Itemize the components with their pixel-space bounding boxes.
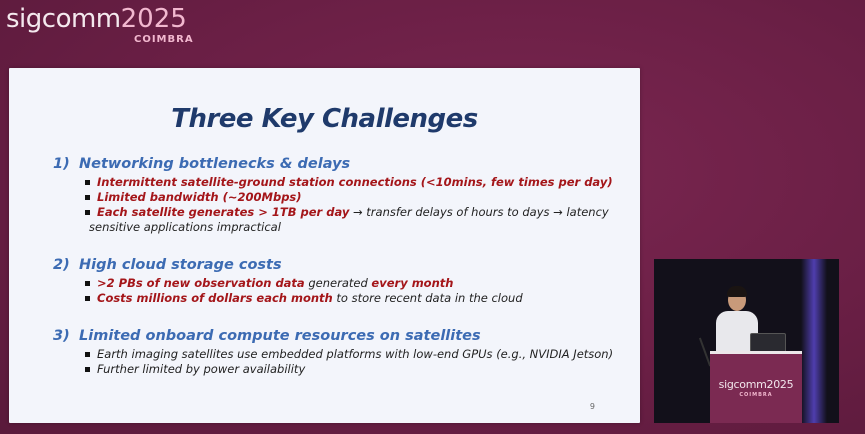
speaker-hair xyxy=(727,286,747,297)
section-heading xyxy=(53,156,613,172)
slide-page-number: 9 xyxy=(589,402,595,411)
bullet-square-icon xyxy=(85,296,90,301)
list-item: Further limited by power availability xyxy=(85,362,613,377)
bullet-list xyxy=(85,347,613,377)
section-heading xyxy=(53,328,613,344)
list-item: Each satellite generates > 1TB per day → transfer delays of hours to days → latency xyxy=(85,205,613,220)
section-number: 1) xyxy=(53,156,70,172)
logo-year: 2025 xyxy=(120,4,187,34)
bullet-square-icon xyxy=(85,195,90,200)
logo-text: sigcomm xyxy=(6,4,121,34)
section-title: Limited onboard compute resources on satellites xyxy=(79,328,481,344)
slide-title: Three Key Challenges xyxy=(171,104,478,134)
bullet-square-icon xyxy=(85,352,90,357)
bullet-continuation: sensitive applications impractical xyxy=(89,220,281,234)
podium-logo: sigcomm2025 xyxy=(718,378,794,391)
podium-city: COIMBRA xyxy=(739,392,773,398)
bullet-square-icon xyxy=(85,367,90,372)
list-item: >2 PBs of new observation data generated every month xyxy=(85,276,523,291)
logo-city: COIMBRA xyxy=(134,34,194,45)
section-number: 2) xyxy=(53,257,70,273)
section-compute xyxy=(53,328,613,377)
section-title: High cloud storage costs xyxy=(79,257,282,273)
list-item: Intermittent satellite-ground station connections (<10mins, few times per day) xyxy=(85,175,613,190)
speaker-video xyxy=(654,259,839,423)
section-networking xyxy=(53,156,613,234)
list-item: Costs millions of dollars each month to store recent data in the cloud xyxy=(85,291,523,306)
section-title: Networking bottlenecks & delays xyxy=(79,156,351,172)
podium xyxy=(710,351,802,423)
bullet-list xyxy=(85,175,613,220)
conference-logo xyxy=(6,4,194,45)
list-item: Earth imaging satellites use embedded platforms with low-end GPUs (e.g., NVIDIA Jetson) xyxy=(85,347,613,362)
section-storage xyxy=(53,257,523,306)
presentation-slide xyxy=(9,68,640,423)
bullet-square-icon xyxy=(85,210,90,215)
bullet-square-icon xyxy=(85,281,90,286)
stage-light xyxy=(801,259,827,423)
bullet-square-icon xyxy=(85,180,90,185)
list-item: Limited bandwidth (~200Mbps) xyxy=(85,190,613,205)
section-heading xyxy=(53,257,523,273)
bullet-list xyxy=(85,276,523,306)
section-number: 3) xyxy=(53,328,70,344)
